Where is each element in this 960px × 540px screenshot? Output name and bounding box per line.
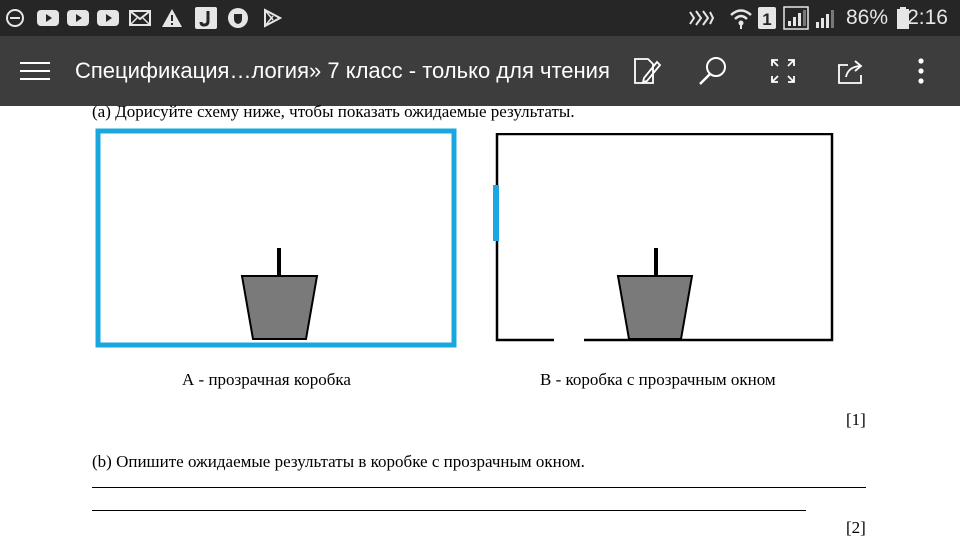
minus-circle-icon [4, 0, 26, 36]
clock: 12:16 [895, 6, 948, 29]
fullscreen-icon[interactable] [760, 48, 806, 94]
caption-b: В - коробка с прозрачным окном [540, 370, 776, 389]
battery-percent: 86% [846, 6, 889, 29]
mail-icon [128, 0, 152, 36]
youtube-icon [66, 0, 90, 36]
transparent-window [493, 185, 499, 241]
diagram-a [95, 128, 457, 350]
mark-b: [2] [846, 518, 866, 537]
question-b: (b) Опишите ожидаемые результаты в коробке с прозрачным окном. [92, 452, 585, 471]
app-bar [0, 36, 960, 106]
nfc-icon [686, 0, 716, 36]
signal-icon [814, 0, 838, 36]
j-app-icon [194, 0, 218, 36]
menu-icon[interactable] [12, 48, 58, 94]
answer-line [92, 487, 866, 488]
youtube-icon [96, 0, 120, 36]
warning-icon [160, 0, 184, 36]
answer-line [92, 510, 806, 511]
document-page[interactable] [0, 102, 960, 540]
caption-a: А - прозрачная коробка [182, 370, 351, 389]
sim-1-icon [757, 0, 777, 36]
document-title: Спецификация…логия» 7 класс - только для чтения [75, 58, 610, 83]
plant-pot [618, 276, 692, 339]
share-icon[interactable] [828, 48, 874, 94]
edit-icon[interactable] [624, 48, 670, 94]
search-icon[interactable] [690, 48, 736, 94]
plant-pot [242, 276, 317, 339]
status-bar [0, 0, 960, 36]
signal-icon [782, 0, 810, 36]
more-icon[interactable] [898, 48, 944, 94]
play-store-icon [260, 0, 284, 36]
mark-a: [1] [846, 410, 866, 429]
wifi-icon [728, 0, 754, 36]
diagram-b [492, 133, 836, 345]
question-a: (а) Дорисуйте схему ниже, чтобы показать ожидаемые результаты. [92, 102, 575, 121]
sim-label: 1 [762, 10, 772, 29]
youtube-icon [36, 0, 60, 36]
shield-app-icon [226, 0, 250, 36]
